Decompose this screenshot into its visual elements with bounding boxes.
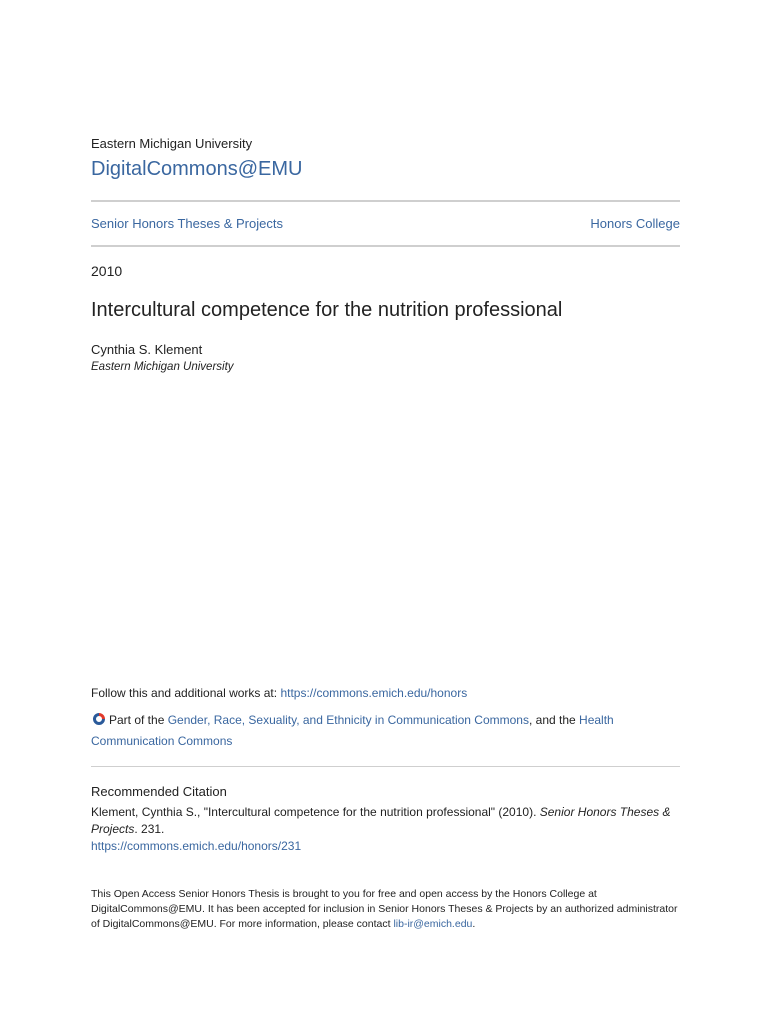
repository-link[interactable]: DigitalCommons@EMU: [91, 158, 303, 180]
author-affiliation: Eastern Michigan University: [91, 361, 234, 373]
citation-body: Klement, Cynthia S., "Intercultural competence for the nutrition professional" (2010).: [91, 805, 540, 819]
citation-url[interactable]: https://commons.emich.edu/honors/231: [91, 839, 302, 853]
access-notice-end: .: [472, 918, 476, 930]
collection-link[interactable]: Senior Honors Theses & Projects: [91, 216, 283, 231]
citation-text: [91, 804, 680, 855]
follow-text: Follow this and additional works at:: [91, 686, 281, 700]
divider-top: [91, 200, 680, 202]
part-of-middle: , and the: [528, 713, 580, 727]
contact-email-link[interactable]: lib-ir@emich.edu: [393, 918, 473, 930]
institution-name: Eastern Michigan University: [91, 136, 253, 151]
breadcrumb: [91, 216, 680, 231]
citation-heading: Recommended Citation: [91, 784, 227, 799]
access-notice-text: This Open Access Senior Honors Thesis is brought to you for free and open access by the Honors College at DigitalCommons@EMU. It has been accepted for inclusion in Senior Honors Theses & Projects by an authorized administrator of DigitalCommons@EMU. For more information, please contact: [91, 888, 678, 930]
follow-line: [91, 686, 467, 700]
part-of-line: [91, 710, 680, 752]
citation-series: Senior Honors Theses & Projects: [91, 805, 671, 836]
college-link[interactable]: Honors College: [590, 216, 680, 231]
divider-citation: [91, 766, 680, 767]
author-name: Cynthia S. Klement: [91, 342, 203, 357]
publication-year: 2010: [91, 263, 123, 279]
divider-bottom: [91, 245, 680, 247]
access-notice: [91, 887, 680, 932]
discipline-link-2[interactable]: Health Communication Commons: [91, 713, 614, 748]
paper-title: Intercultural competence for the nutrition professional: [91, 299, 563, 321]
follow-link[interactable]: https://commons.emich.edu/honors: [280, 686, 468, 700]
part-of-prefix: Part of the: [109, 713, 168, 727]
discipline-link-1[interactable]: Gender, Race, Sexuality, and Ethnicity in Communication Commons: [167, 713, 529, 727]
bepress-network-icon: [91, 712, 107, 726]
citation-number: . 231.: [134, 822, 165, 836]
